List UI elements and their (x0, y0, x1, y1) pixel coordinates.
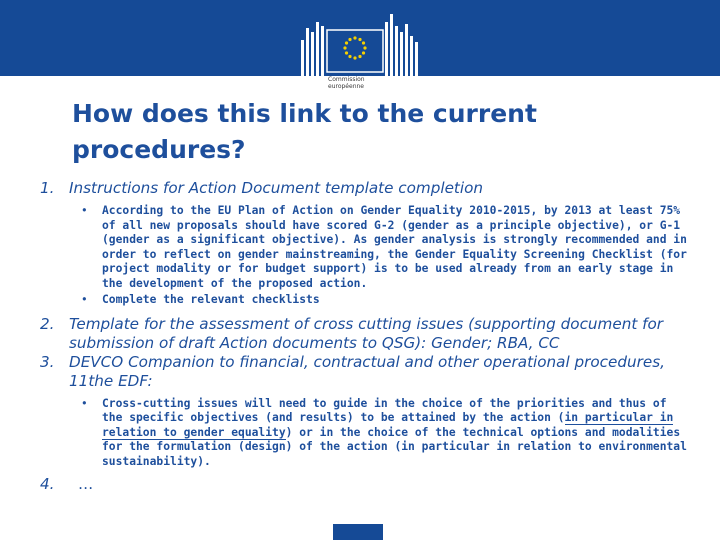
list-item-4 (40, 475, 690, 494)
list-item-text: Instructions for Action Document template completion (69, 179, 484, 197)
list-item-text: … (78, 475, 94, 493)
list-item-2 (40, 315, 690, 353)
sub-item-text-before: Cross-cutting issues will need to guide in the choice of the priorities and thus of the specific objectives (and results) to be attained by the action ( (102, 396, 667, 424)
bullet-icon: • (81, 396, 88, 410)
list-number: 2. (40, 314, 55, 333)
sub-item-text: According to the EU Plan of Action on Gender Equality 2010-2015, by 2013 at least 75% of all new proposals should have scored G-2 (gender as a principle objective), or G-1 (gender as a significant objective). As gender analysis is strongly recommended and in order to reflect on gender mainstreaming, the Gender Equality Screening Checklist (for project modality or for budget support) is to be used already from an early stage in the development of the proposed action. (102, 204, 687, 290)
footer-bar (333, 524, 383, 540)
page-title (72, 96, 672, 168)
underlined-text: in particular in relation to gender equality (102, 411, 674, 439)
sub-item (40, 293, 690, 308)
bullet-icon: • (81, 293, 88, 306)
list-item-text: DEVCO Companion to financial, contractual and other operational procedures, 11the EDF: (69, 352, 665, 390)
list-number: 1. (40, 179, 55, 197)
list-item-3 (40, 353, 690, 391)
sub-item-text: Complete the relevant checklists (102, 293, 320, 306)
bullet-icon: • (81, 204, 88, 217)
list-item-1 (40, 179, 690, 198)
building-flag-icon (301, 14, 421, 76)
european-commission-logo (301, 14, 421, 94)
sub-item (40, 397, 690, 470)
list-item-text: Template for the assessment of cross cutting issues (supporting document for submission of draft Action documents to QSG): Gender; RBA, CC (69, 314, 663, 352)
logo-caption (328, 76, 365, 90)
sub-list-1 (40, 204, 690, 308)
list-number: 3. (40, 352, 55, 371)
sub-item-text-after: ) or in the choice of the technical options and modalities for the formulation (design) of the action (in particular in relation to environmental sustainability). (102, 425, 687, 468)
title-line-2: procedures? (72, 135, 246, 164)
sub-list-3 (40, 397, 690, 470)
sub-item (40, 204, 690, 291)
logo-line-2: européenne (328, 83, 364, 90)
content-list (40, 176, 690, 494)
logo-line-1: Commission (328, 76, 365, 83)
list-number: 4. (40, 475, 55, 493)
title-line-1: How does this link to the current (72, 99, 537, 128)
